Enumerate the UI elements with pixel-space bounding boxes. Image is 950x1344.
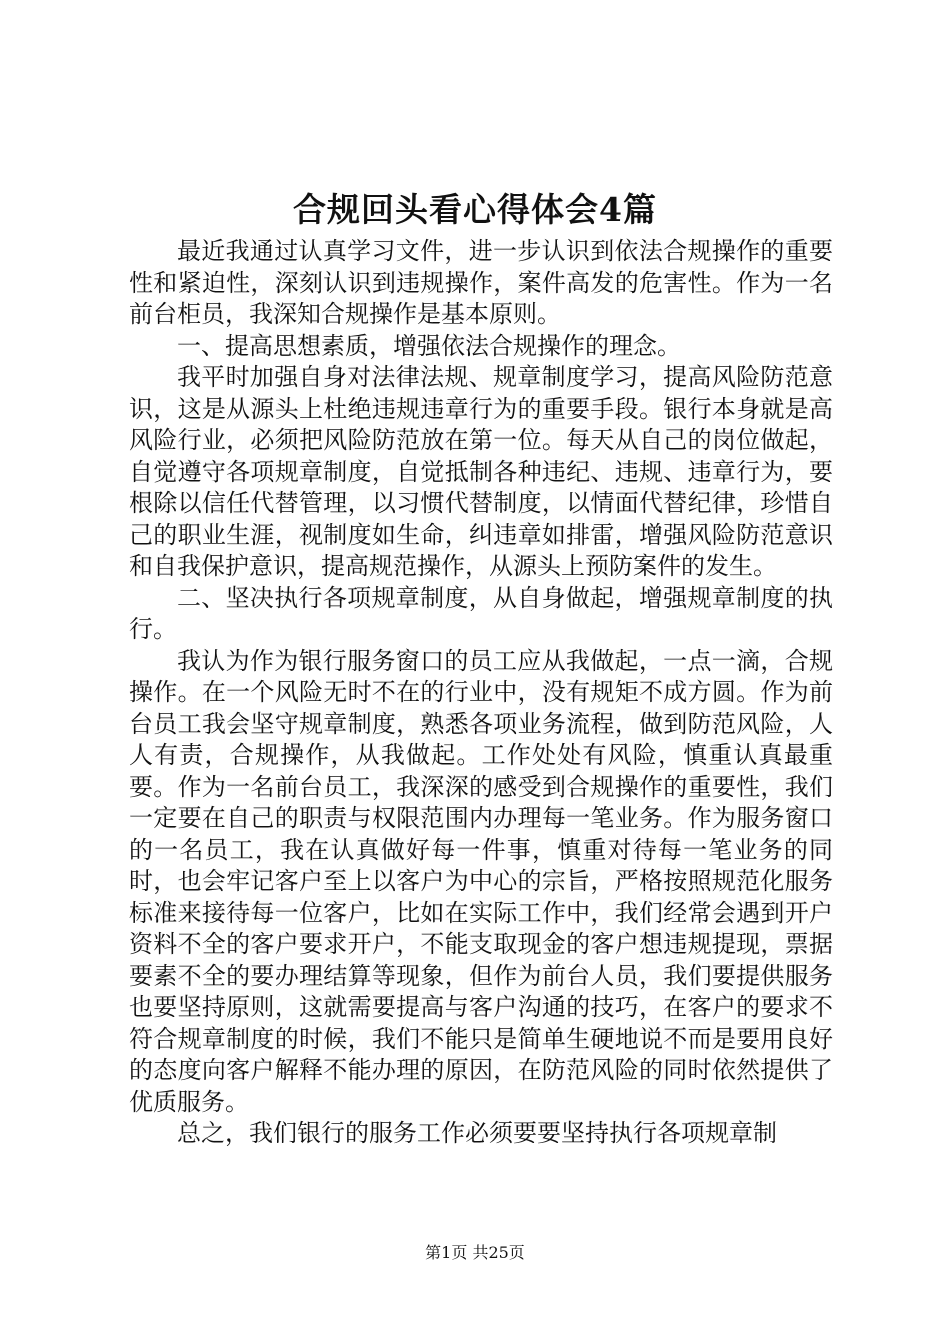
document-title: 合规回头看心得体会4篇 [293, 190, 657, 229]
page-number: 第1页 共25页 [425, 1243, 525, 1262]
document-body [129, 236, 833, 1150]
paragraph-section-2: 我认为作为银行服务窗口的员工应从我做起，一点一滴，合规操作。在一个风险无时不在的行业中，没有规矩不成方圆。作为前台员工我会坚守规章制度，熟悉各项业务流程，做到防范风险，人人有责，合规操作，从我做起。工作处处有风险，慎重认真最重要。作为一名前台员工，我深深的感受到合规操作的重要性，我们一定要在自己的职责与权限范围内办理每一笔业务。作为服务窗口的一名员工，我在认真做好每一件事，慎重对待每一笔业务的同时，也会牢记客户至上以客户为中心的宗旨，严格按照规范化服务标准来接待每一位客户，比如在实际工作中，我们经常会遇到开户资料不全的客户要求开户，不能支取现金的客户想违规提现，票据要素不全的要办理结算等现象，但作为前台人员，我们要提供服务也要坚持原则，这就需要提高与客户沟通的技巧，在客户的要求不符合规章制度的时候，我们不能只是简单生硬地说不而是要用良好的态度向客户解释不能办理的原因，在防范风险的同时依然提供了优质服务。 [129, 646, 833, 1116]
paragraph-section-1: 我平时加强自身对法律法规、规章制度学习，提高风险防范意识，这是从源头上杜绝违规违章行为的重要手段。银行本身就是高风险行业，必须把风险防范放在第一位。每天从自己的岗位做起，自觉遵守各项规章制度，自觉抵制各种违纪、违规、违章行为，要根除以信任代替管理，以习惯代替制度，以情面代替纪律，珍惜自己的职业生涯，视制度如生命，纠违章如排雷，增强风险防范意识和自我保护意识，提高规范操作，从源头上预防案件的发生。 [129, 363, 833, 580]
heading-section-2: 二、坚决执行各项规章制度，从自身做起，增强规章制度的执行。 [129, 583, 833, 643]
paragraph-conclusion: 总之，我们银行的服务工作必须要要坚持执行各项规章制 [177, 1119, 777, 1147]
heading-section-1: 一、提高思想素质，增强依法合规操作的理念。 [177, 331, 681, 360]
paragraph-intro: 最近我通过认真学习文件，进一步认识到依法合规操作的重要性和紧迫性，深刻认识到违规操作，案件高发的危害性。作为一名前台柜员，我深知合规操作是基本原则。 [129, 237, 833, 328]
